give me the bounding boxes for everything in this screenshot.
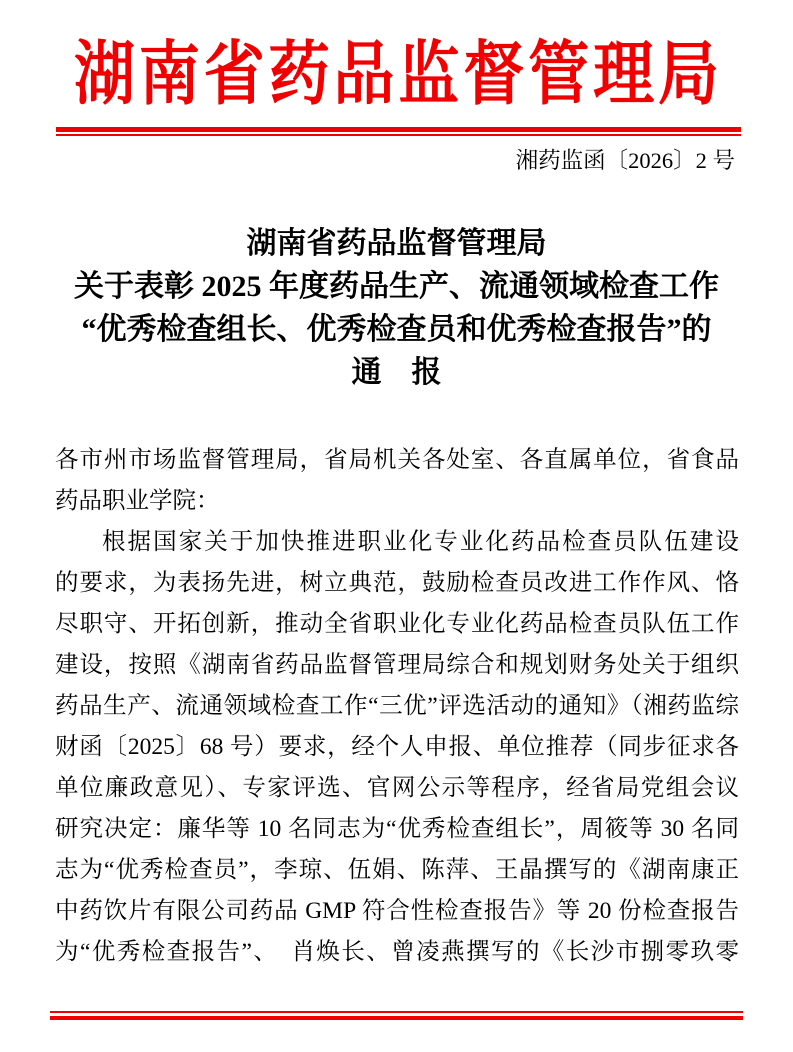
- document-title-line: 关于表彰 2025 年度药品生产、流通领域检查工作: [74, 270, 719, 303]
- body-line: 志为“优秀检查员”，李琼、伍娟、陈萍、王晶撰写的《湖南康正: [55, 857, 739, 883]
- footer-divider-thick-line: [50, 1016, 743, 1021]
- body-line: 为“优秀检查报告”、 肖焕长、曾凌燕撰写的《长沙市捌零玖零: [55, 939, 739, 965]
- document-number: 湘药监函〔2026〕2 号: [515, 148, 735, 173]
- body-line: 中药饮片有限公司药品 GMP 符合性检查报告》等 20 份检查报告: [55, 898, 739, 924]
- document-title-line: 湖南省药品监督管理局: [246, 227, 547, 260]
- body-line: 财函〔2025〕68 号）要求，经个人申报、单位推荐（同步征求各: [55, 734, 739, 760]
- body-line: 尽职守、开拓创新，推动全省职业化专业化药品检查员队伍工作: [55, 611, 739, 637]
- body-line: 各市州市场监督管理局，省局机关各处室、各直属单位，省食品: [55, 447, 739, 473]
- body-line: 的要求，为表扬先进，树立典范，鼓励检查员改进工作作风、恪: [55, 570, 739, 596]
- header-divider-thin-line: [56, 134, 741, 136]
- footer-divider: [50, 1011, 743, 1020]
- header-divider: [56, 127, 741, 136]
- body-line: 药品职业学院：: [55, 488, 220, 514]
- body-line: 根据国家关于加快推进职业化专业化药品检查员队伍建设: [102, 529, 739, 555]
- body-line: 建设，按照《湖南省药品监督管理局综合和规划财务处关于组织: [55, 652, 739, 678]
- document-title: [40, 222, 753, 394]
- body-line: 药品生产、流通领域检查工作“三优”评选活动的通知》（湘药监综: [55, 693, 739, 719]
- document-body: [55, 440, 739, 973]
- document-title-line: “优秀检查组长、优秀检查员和优秀检查报告”的: [81, 313, 712, 346]
- body-line: 单位廉政意见）、专家评选、官网公示等程序，经省局党组会议: [55, 775, 739, 801]
- agency-letterhead: 湖南省药品监督管理局: [74, 36, 719, 114]
- document-title-line: 通 报: [351, 356, 442, 389]
- body-line: 研究决定：廉华等 10 名同志为“优秀检查组长”，周筱等 30 名同: [55, 816, 739, 842]
